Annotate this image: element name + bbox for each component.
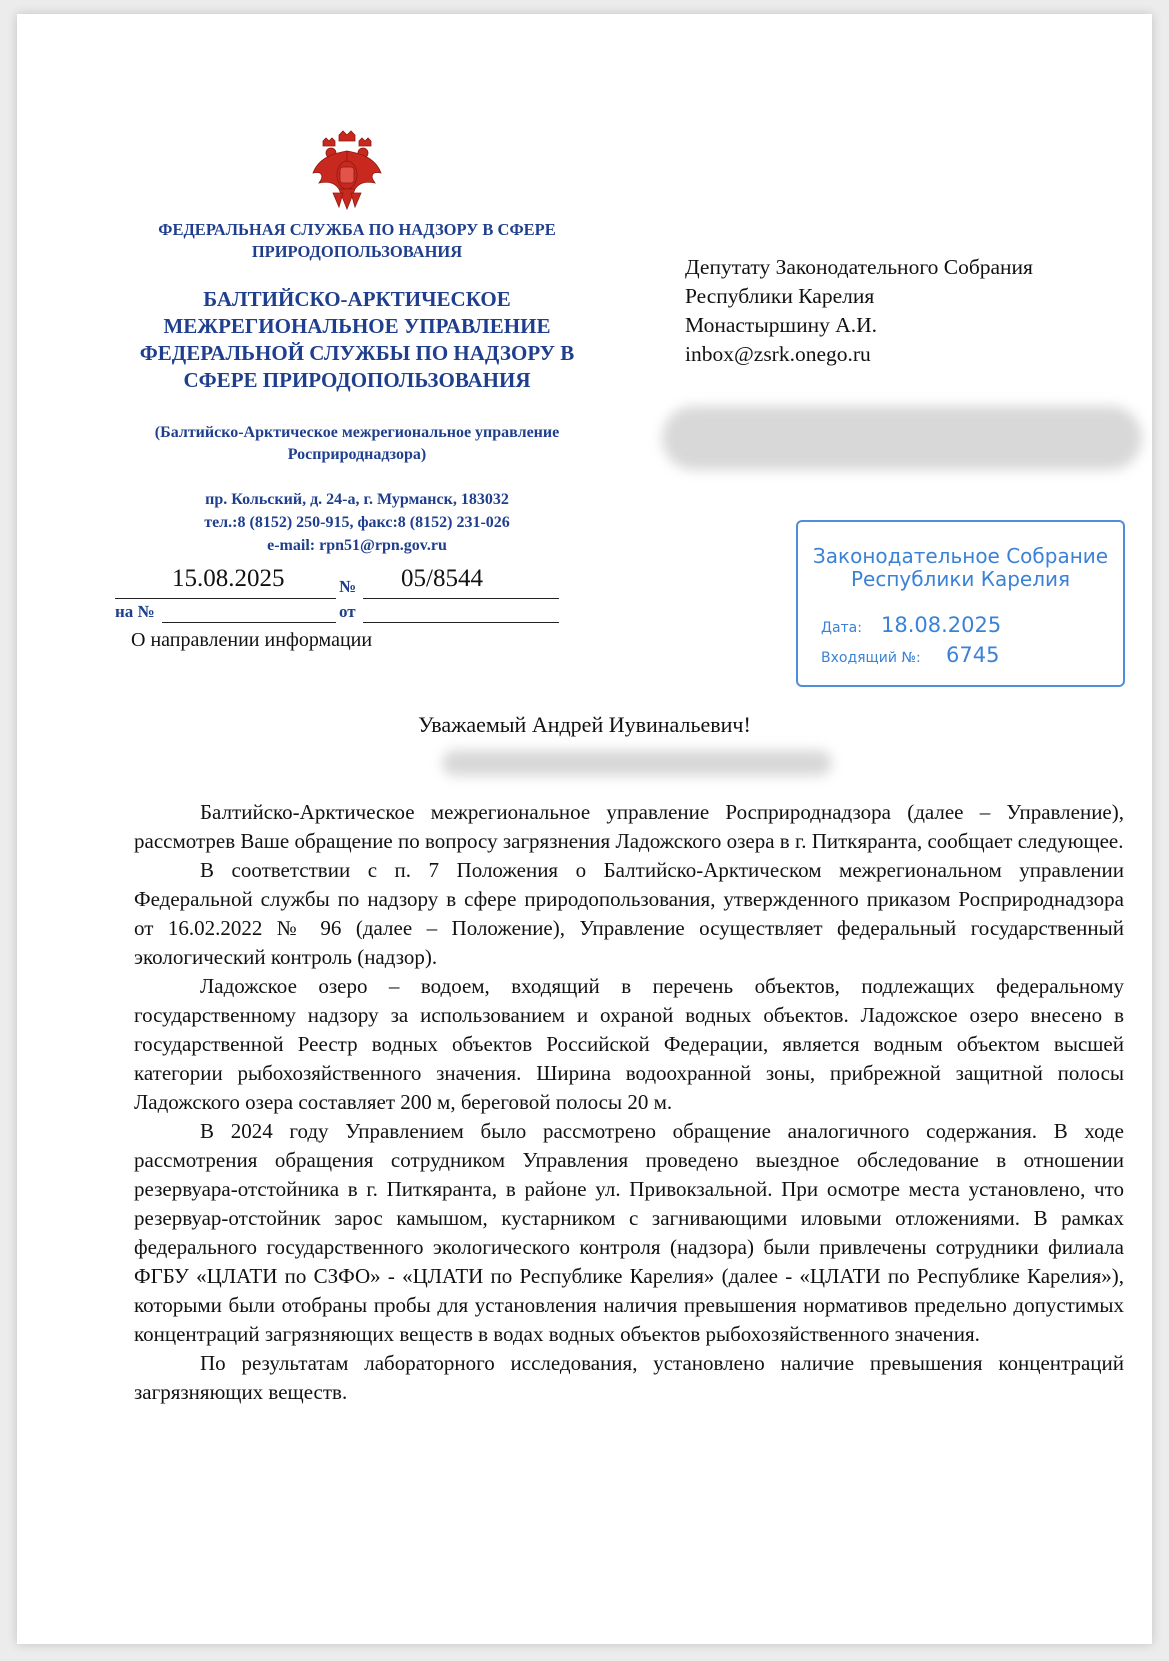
addressee-line-2: Республики Карелия [685, 284, 875, 308]
department-name: БАЛТИЙСКО-АРКТИЧЕСКОЕ МЕЖРЕГИОНАЛЬНОЕ УПРАВЛЕНИЕ ФЕДЕРАЛЬНОЙ СЛУЖБЫ ПО НАДЗОРУ В СФЕРЕ ПРИРОДОПОЛЬЗОВАНИЯ [139, 287, 575, 392]
body-paragraph: В соответствии с п. 7 Положения о Балтийско-Арктическом межрегиональном управлении Федеральной службы по надзору в сфере природопользования, утвержденного приказом Росприроднадзора от 16.02.2022 № 96 (далее – Положение), Управление осуществляет федеральный государственный экологический контроль (надзор). [134, 858, 1124, 969]
sender-contacts [137, 488, 577, 557]
body-paragraph: Балтийско-Арктическое межрегиональное управление Росприроднадзора (далее – Управление), рассмотрев Ваше обращение по вопросу загрязнения Ладожского озера в г. Питкяранта, сообщает следующее. [134, 800, 1124, 853]
body-paragraph: Ладожское озеро – водоем, входящий в перечень объектов, подлежащих федеральному государственному надзору за использованием и охраной водных объектов. Ладожское озеро внесено в государственной Реестр водных объектов Российской Федерации, является водным объектом высшей категории рыбохозяйственного значения. Ширина водоохранной зоны, прибрежной защитной полосы Ладожского озера составляет 200 м, береговой полосы 20 м. [134, 974, 1124, 1114]
coat-of-arms-icon [309, 129, 385, 215]
redacted-area [662, 406, 1142, 470]
stamp-date: 18.08.2025 [881, 613, 1002, 637]
number-underline [363, 598, 559, 599]
addressee-block [685, 253, 1033, 369]
department-short-name: (Балтийско-Арктическое межрегиональное управление Росприроднадзора) [154, 424, 560, 463]
number-label: № [339, 577, 357, 596]
sender-phone: тел.:8 (8152) 250-915, факс:8 (8152) 231-026 [204, 514, 510, 531]
letter-body [134, 798, 1124, 1407]
date-underline [115, 598, 336, 599]
stamp-date-label: Дата: [821, 620, 862, 636]
from-underline [363, 622, 559, 623]
salutation: Уважаемый Андрей Иувинальевич! [418, 712, 751, 737]
agency-name: ФЕДЕРАЛЬНАЯ СЛУЖБА ПО НАДЗОРУ В СФЕРЕ ПРИРОДОПОЛЬЗОВАНИЯ [158, 220, 556, 261]
sender-email: e-mail: rpn51@rpn.gov.ru [267, 537, 447, 554]
addressee-line-1: Депутату Законодательного Собрания [685, 255, 1033, 279]
redacted-area [442, 750, 832, 776]
addressee-line-3: Монастыршину А.И. [685, 313, 878, 337]
incoming-stamp [796, 520, 1125, 687]
sender-address: пр. Кольский, д. 24-а, г. Мурманск, 183032 [205, 491, 509, 508]
stamp-incoming-label: Входящий №: [821, 650, 921, 666]
letter-page [17, 14, 1152, 1644]
stamp-incoming-number: 6745 [946, 643, 1000, 667]
addressee-email: inbox@zsrk.onego.ru [685, 342, 871, 366]
stamp-title: Законодательное Собрание Республики Карелия [812, 544, 1109, 591]
outgoing-date: 15.08.2025 [172, 565, 285, 592]
body-paragraph: По результатам лабораторного исследования, установлено наличие превышения концентраций загрязняющих веществ. [134, 1351, 1124, 1404]
reference-underline [162, 622, 336, 623]
letter-subject: О направлении информации [131, 629, 373, 651]
reference-label: на № [115, 602, 155, 621]
outgoing-number: 05/8544 [401, 565, 483, 592]
from-label: от [339, 602, 356, 621]
body-paragraph: В 2024 году Управлением было рассмотрено обращение аналогичного содержания. В ходе рассмотрения обращения сотрудником Управления проведено выездное обследование в отношении резервуара-отстойника в г. Питкяранта, в районе ул. Привокзальной. При осмотре места установлено, что резервуар-отстойник зарос камышом, кустарником с загнивающими иловыми отложениями. В рамках федерального государственного экологического контроля (надзора) были привлечены сотрудники филиала ФГБУ «ЦЛАТИ по СЗФО» - «ЦЛАТИ по Республике Карелия» (далее - «ЦЛАТИ по Республике Карелия»), которыми были отобраны пробы для установления наличия превышения нормативов предельно допустимых концентраций загрязняющих веществ в водах водных объектов рыбохозяйственного значения. [134, 1119, 1124, 1346]
